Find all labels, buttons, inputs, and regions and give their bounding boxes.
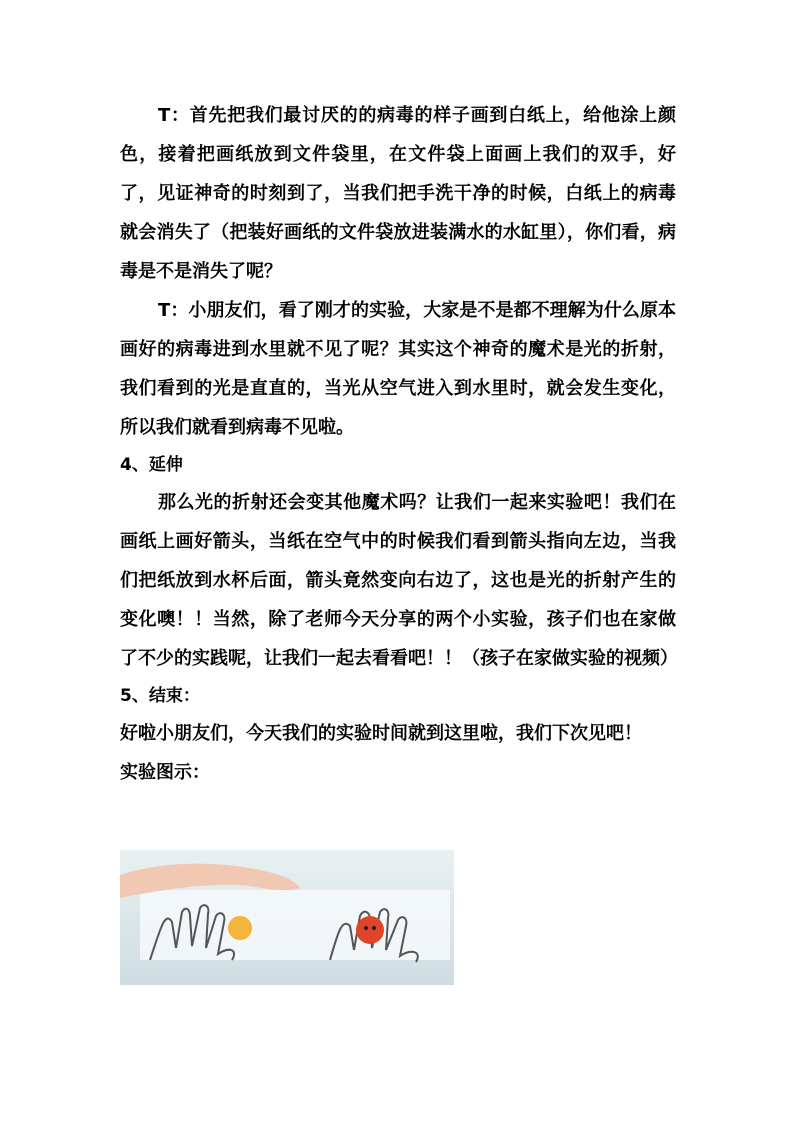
section-number: 5 — [120, 686, 132, 706]
paragraph-text: 小朋友们，看了刚才的实验，大家是不是都不理解为什么原本画好的病毒进到水里就不见了呢？其实这个神奇的魔术是光的折射，我们看到的光是直直的，当光从空气进入到水里时，就会发生变化，所以我们就看到病毒不见啦。 — [120, 300, 676, 438]
figure-caption: 实验图示： — [120, 762, 210, 783]
section-heading-5 — [120, 678, 676, 714]
document-body — [120, 96, 676, 792]
speaker-label: T： — [158, 105, 190, 126]
paragraph-1 — [120, 96, 676, 291]
paragraph-4: 好啦小朋友们，今天我们的实验时间就到这里啦，我们下次见吧！ — [120, 723, 642, 744]
section-heading-4 — [120, 447, 676, 483]
section-title: 、结束： — [131, 686, 200, 706]
paragraph-text: 首先把我们最讨厌的的病毒的样子画到白纸上，给他涂上颜色，接着把画纸放到文件袋里，在文件袋上面画上我们的双手，好了，见证神奇的时刻到了，当我们把手洗干净的时候，白纸上的病毒就会消失了（把装好画纸的文件袋放进装满水的水缸里），你们看，病毒是不是消失了呢？ — [120, 105, 677, 282]
speaker-label: T： — [158, 300, 189, 321]
section-number: 4 — [120, 455, 132, 475]
paragraph-3: 那么光的折射还会变其他魔术吗？让我们一起来实验吧！我们在画纸上画好箭头，当纸在空气中的时候我们看到箭头指向左边，当我们把纸放到水杯后面，箭头竟然变向右边了，这也是光的折射产生的变化噢！！当然，除了老师今天分享的两个小实验，孩子们也在家做了不少的实践呢，让我们一起去看看吧！！（孩子在家做实验的视频） — [120, 492, 678, 669]
paper-bag — [140, 890, 450, 960]
experiment-photo — [120, 850, 454, 985]
experiment-photo-icon — [120, 850, 454, 985]
red-virus-icon — [356, 916, 384, 944]
paragraph-2 — [120, 291, 676, 447]
section-title: 、延伸 — [131, 455, 183, 475]
yellow-virus-icon — [228, 916, 252, 940]
